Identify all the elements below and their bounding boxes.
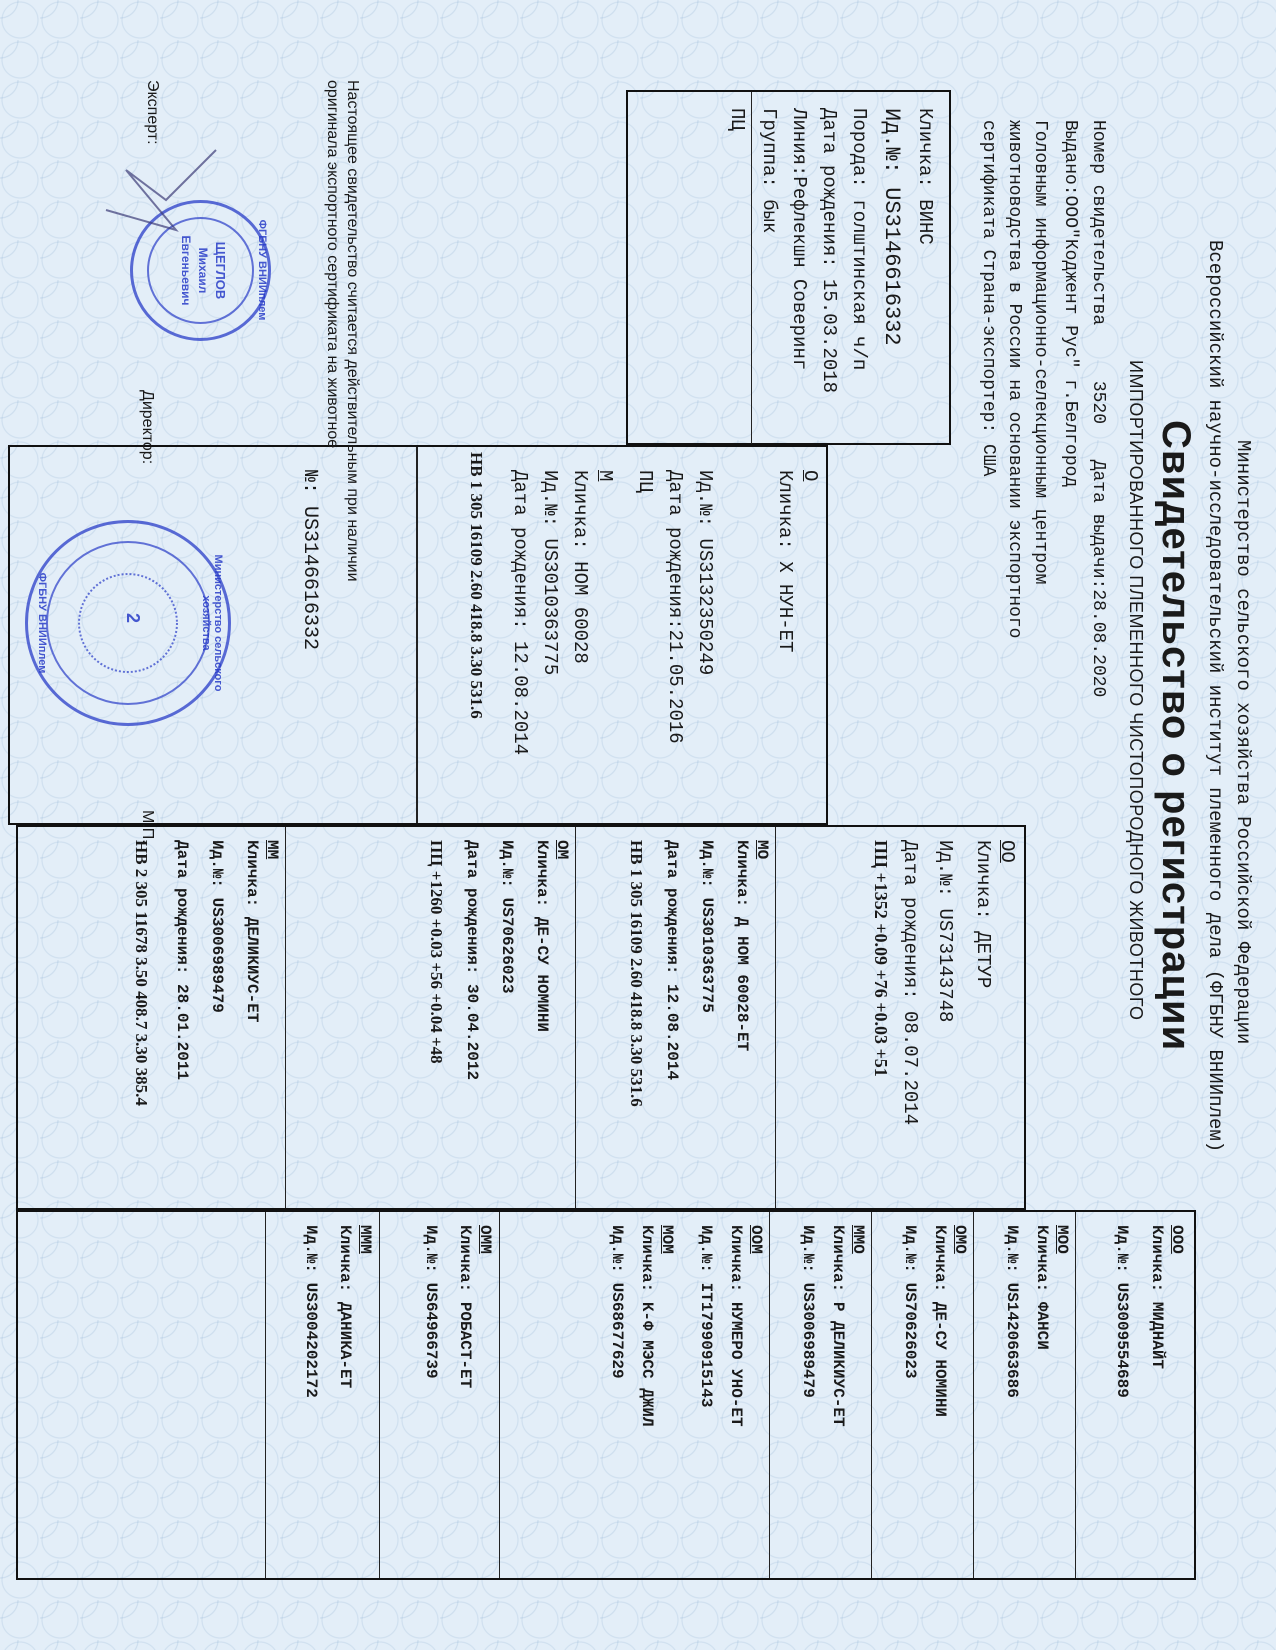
mm-birth-date: Дата рождения: 28.01.2011 bbox=[173, 840, 191, 1081]
father-code: О bbox=[799, 470, 821, 482]
mom-id: Ид.№: US68677629 bbox=[608, 1225, 626, 1379]
mmm-name: Кличка: ДАНИКА-ЕТ bbox=[336, 1225, 354, 1389]
issued-to: Выдано:ООО"Коджент Рус" г.Белгород bbox=[1060, 120, 1080, 488]
mmo-code: ММО bbox=[849, 1225, 867, 1254]
institute-line: Всероссийский научно-исследовательский институт племенного дела (ФГБНУ ВНИИплем) bbox=[1204, 240, 1226, 1153]
center-line-2: животноводства в России на основании экспортного bbox=[1004, 120, 1024, 639]
mmo-name: Кличка: Р ДЕЛИКИУС-ЕТ bbox=[829, 1225, 847, 1427]
oo-birth-date: Дата рождения: 08.07.2014 bbox=[899, 840, 921, 1126]
om-birth-date: Дата рождения: 30.04.2012 bbox=[463, 840, 481, 1081]
mom-code: МОМ bbox=[658, 1225, 676, 1254]
father-name: Кличка: Х НУН-ЕТ bbox=[774, 470, 796, 653]
mom-name: Кличка: К-Ф МЭСС ДЖИЛ bbox=[638, 1225, 656, 1427]
moo-id: Ид.№: US1420663686 bbox=[1003, 1225, 1021, 1398]
seal-org-text: ФГБНУ ВНИИплем bbox=[36, 572, 48, 674]
seal-number: 2 bbox=[123, 613, 143, 624]
oo-id: Ид.№: US73143748 bbox=[934, 840, 956, 1023]
grandparents-divider-2 bbox=[575, 827, 576, 1208]
mmo-id: Ид.№: US3006989479 bbox=[799, 1225, 817, 1398]
oo-name: Кличка: ДЕТУР bbox=[972, 840, 994, 989]
oom-id: Ид.№: IT17990915143 bbox=[697, 1225, 715, 1408]
animal-name: Кличка: ВИНС bbox=[914, 108, 936, 245]
animal-birth-date: Дата рождения: 15.03.2018 bbox=[818, 108, 840, 394]
animal-pc: ПЦ bbox=[726, 108, 748, 131]
mp-label: М.П. bbox=[139, 810, 156, 844]
expert-stamp-name-2: Михаил bbox=[196, 247, 210, 294]
omm-code: ОММ bbox=[476, 1225, 494, 1254]
certificate-number-label: Номер свидетельства bbox=[1088, 120, 1108, 326]
director-label: Директор: bbox=[139, 390, 156, 465]
oom-name: Кличка: НУМЕРО УНО-ЕТ bbox=[727, 1225, 745, 1427]
mo-code: МО bbox=[753, 840, 771, 860]
omo-name: Кличка: ДЕ-СУ НОМИНИ bbox=[931, 1225, 949, 1418]
ggp-divider-3 bbox=[871, 1212, 872, 1578]
oom-code: ООМ bbox=[747, 1225, 765, 1254]
grandparents-divider-1 bbox=[775, 827, 776, 1208]
mmm-code: МММ bbox=[356, 1225, 374, 1254]
animal-pc-divider bbox=[751, 92, 752, 444]
grandparents-divider-3 bbox=[285, 827, 286, 1208]
mm-name: Кличка: ДЕЛИКИУС-ЕТ bbox=[243, 840, 261, 1023]
mm-stats: НВ 2 305 11678 3.50 408.7 3.30 385.4 bbox=[132, 840, 151, 1106]
mother-id: Ид.№: US3010363775 bbox=[539, 470, 561, 676]
father-birth-date: Дата рождения:21.05.2016 bbox=[664, 470, 686, 744]
mm-code: ММ bbox=[263, 840, 281, 860]
om-name: Кличка: ДЕ-СУ НОМИНИ bbox=[533, 840, 551, 1033]
validity-line-2: оригинала экспортного сертификата на животное bbox=[324, 80, 341, 449]
certificate-number: 3520 bbox=[1088, 380, 1108, 425]
ggp-divider-6 bbox=[379, 1212, 380, 1578]
omm-id: Ид.№: US64966739 bbox=[422, 1225, 440, 1379]
mother-code: М bbox=[594, 470, 616, 482]
issue-date: 28.08.2020 bbox=[1088, 589, 1108, 698]
animal-line: Линия:Рефлекшн Соверинг bbox=[788, 108, 810, 371]
omo-id: Ид.№: US70626023 bbox=[901, 1225, 919, 1379]
oo-pc: ПЦ +1352 +0.09 +76 +0.03 +51 bbox=[871, 840, 891, 1077]
father-id: Ид.№: US3132350249 bbox=[694, 470, 716, 676]
moo-name: Кличка: ФАНСИ bbox=[1033, 1225, 1051, 1350]
mmm-id: Ид.№: US3004202172 bbox=[302, 1225, 320, 1398]
expert-label: Эксперт: bbox=[144, 80, 161, 145]
official-seal bbox=[25, 520, 231, 726]
moo-code: МОО bbox=[1053, 1225, 1071, 1254]
om-code: ОМ bbox=[553, 840, 571, 860]
parents-divider bbox=[416, 447, 418, 823]
ministry-line: Министерство сельского хозяйства Российской Федерации bbox=[1232, 440, 1254, 1045]
issue-date-label: Дата выдачи: bbox=[1088, 459, 1108, 590]
omm-name: Кличка: РОБАСТ-ЕТ bbox=[456, 1225, 474, 1389]
ooo-code: ООО bbox=[1168, 1225, 1186, 1254]
mother-name: Кличка: НОМ 60028 bbox=[569, 470, 591, 664]
ggp-divider-1 bbox=[1075, 1212, 1076, 1578]
ggp-divider-2 bbox=[973, 1212, 974, 1578]
oo-code: ОО bbox=[996, 840, 1018, 863]
mo-id: Ид.№: US3010363775 bbox=[698, 840, 716, 1013]
ooo-id: Ид.№: US3009554689 bbox=[1113, 1225, 1131, 1398]
ooo-name: Кличка: МИДНАЙТ bbox=[1148, 1225, 1166, 1370]
om-id: Ид.№: US70626023 bbox=[498, 840, 516, 994]
ggp-divider-4 bbox=[769, 1212, 770, 1578]
export-certificate-number: №: US3146616332 bbox=[298, 470, 321, 651]
mo-name: Кличка: Д НОМ 60028-ЕТ bbox=[733, 840, 751, 1052]
mo-birth-date: Дата рождения: 12.08.2014 bbox=[663, 840, 681, 1081]
center-line-3: сертификата Страна-экспортер: США bbox=[978, 120, 998, 477]
expert-stamp-org: ФГБНУ ВНИИплем bbox=[256, 219, 268, 321]
animal-breed: Порода: голштинская ч/п bbox=[848, 108, 870, 371]
omo-code: ОМО bbox=[951, 1225, 969, 1254]
mo-stats: НВ 1 305 16109 2.60 418.8 3.30 531.6 bbox=[627, 840, 646, 1107]
ggp-divider-7 bbox=[265, 1212, 266, 1578]
seal-ministry-text: Министерство сельского хозяйства bbox=[200, 554, 224, 692]
father-pc: ПЦ bbox=[634, 470, 656, 493]
ggp-divider-5 bbox=[499, 1212, 500, 1578]
animal-group: Группа: бык bbox=[758, 108, 780, 234]
document-title: Свидетельство о регистрации bbox=[1154, 420, 1198, 1052]
expert-stamp-name-1: ЩЕГЛОВ bbox=[213, 241, 228, 300]
document-subtitle: ИМПОРТИРОВАННОГО ПЛЕМЕННОГО ЧИСТОПОРОДНОГО ЖИВОТНОГО bbox=[1126, 360, 1146, 1021]
animal-id: Ид.№: US3146616332 bbox=[879, 108, 904, 346]
certificate-number-row bbox=[1088, 120, 1108, 697]
expert-stamp-name-3: Евгеньевич bbox=[179, 235, 193, 306]
expert-signature bbox=[96, 140, 236, 260]
mother-birth-date: Дата рождения: 12.08.2014 bbox=[509, 470, 531, 756]
mm-id: Ид.№: US3006989479 bbox=[208, 840, 226, 1013]
om-pc: ПЦ +1260 +0.03 +56 +0.04 +48 bbox=[427, 840, 446, 1064]
validity-line-1: Настоящее свидетельство считается действительным при наличии bbox=[344, 80, 361, 582]
mother-stats: НВ 1 305 16109 2.60 418.8 3.30 531.6 bbox=[467, 452, 486, 719]
center-line-1: Головным информационно-селекционным центром bbox=[1030, 120, 1050, 585]
